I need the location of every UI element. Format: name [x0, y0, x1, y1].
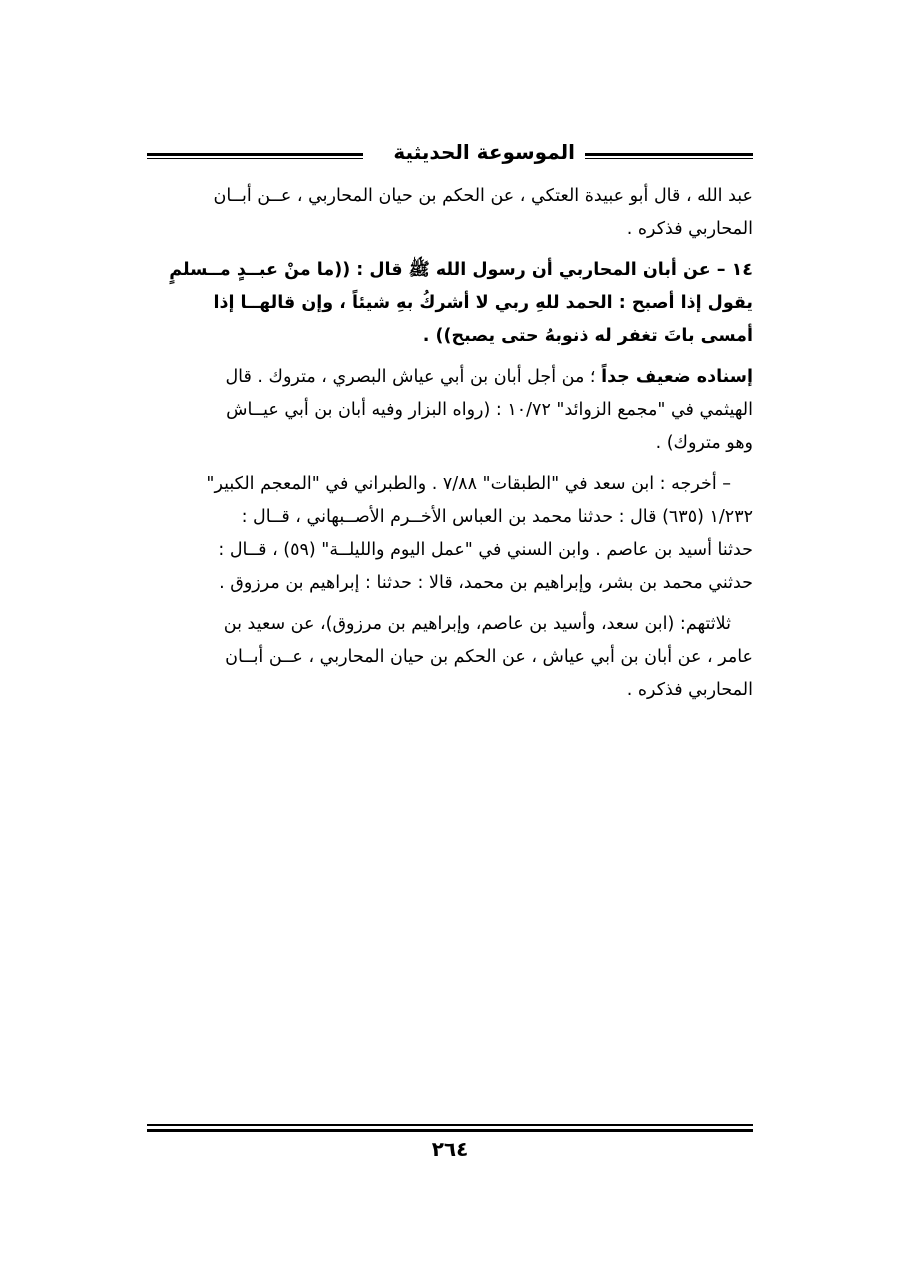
text-line: ١/٢٣٢ (٦٣٥) قال : حدثنا محمد بن العباس الأخــرم الأصــبهاني ، قــال : — [241, 507, 753, 527]
text-line: المحاربي فذكره . — [626, 219, 753, 239]
hadith-14 — [147, 254, 753, 353]
takhrij-paragraph — [147, 468, 753, 600]
text-line: عبد الله ، قال أبو عبيدة العتكي ، عن الحكم بن حيان المحاربي ، عــن أبــان — [213, 186, 753, 206]
text-line: عامر ، عن أبان بن أبي عياش ، عن الحكم بن حيان المحاربي ، عــن أبــان — [225, 647, 753, 667]
text-line: أمسى باتَ تغفر له ذنوبهُ حتى يصبح)) . — [422, 326, 753, 346]
text-line: يقول إذا أصبح : الحمد للهِ ربي لا أشركُ بهِ شيئاً ، وإن قالهــا إذا — [213, 293, 753, 313]
header-rule-right — [585, 153, 753, 156]
text-line: ثلاثتهم: (ابن سعد، وأسيد بن عاصم، وإبراهيم بن مرزوق)، عن سعيد بن — [223, 614, 731, 634]
isnad-grading — [147, 361, 753, 460]
header-rule-right-thin — [585, 158, 753, 159]
text-line: حدثنا أسيد بن عاصم . وابن السني في "عمل اليوم والليلــة" (٥٩) ، قــال : — [218, 540, 753, 560]
paragraph-1 — [147, 180, 753, 246]
grading-text: ؛ من أجل أبان بن أبي عياش البصري ، متروك . قال — [225, 367, 596, 387]
running-header — [147, 140, 753, 170]
footer-rule-thick — [147, 1129, 753, 1132]
summary-paragraph — [147, 608, 753, 707]
text-line: – أخرجه : ابن سعد في "الطبقات" ٧/٨٨ . والطبراني في "المعجم الكبير" — [206, 474, 731, 494]
header-rule-left-thin — [147, 158, 363, 159]
header-title: الموسوعة الحديثية — [393, 140, 575, 164]
grading-lead: إسناده ضعيف جداً — [601, 367, 753, 387]
header-rule-left — [147, 153, 363, 156]
page-body — [147, 180, 753, 715]
text-line: الهيثمي في "مجمع الزوائد" ١٠/٧٢ : (رواه البزار وفيه أبان بن أبي عيــاش — [226, 400, 753, 420]
text-line: ١٤ – عن أبان المحاربي أن رسول الله ﷺ قال : ((ما منْ عبــدٍ مــسلمٍ — [169, 260, 753, 280]
page-number: ٢٦٤ — [431, 1137, 469, 1161]
text-line: حدثني محمد بن بشر، وإبراهيم بن محمد، قالا : حدثنا : إبراهيم بن مرزوق . — [219, 573, 753, 593]
footer-rule-thin — [147, 1124, 753, 1126]
text-line: وهو متروك) . — [655, 433, 753, 453]
text-line: المحاربي فذكره . — [626, 680, 753, 700]
text-line — [147, 361, 753, 394]
